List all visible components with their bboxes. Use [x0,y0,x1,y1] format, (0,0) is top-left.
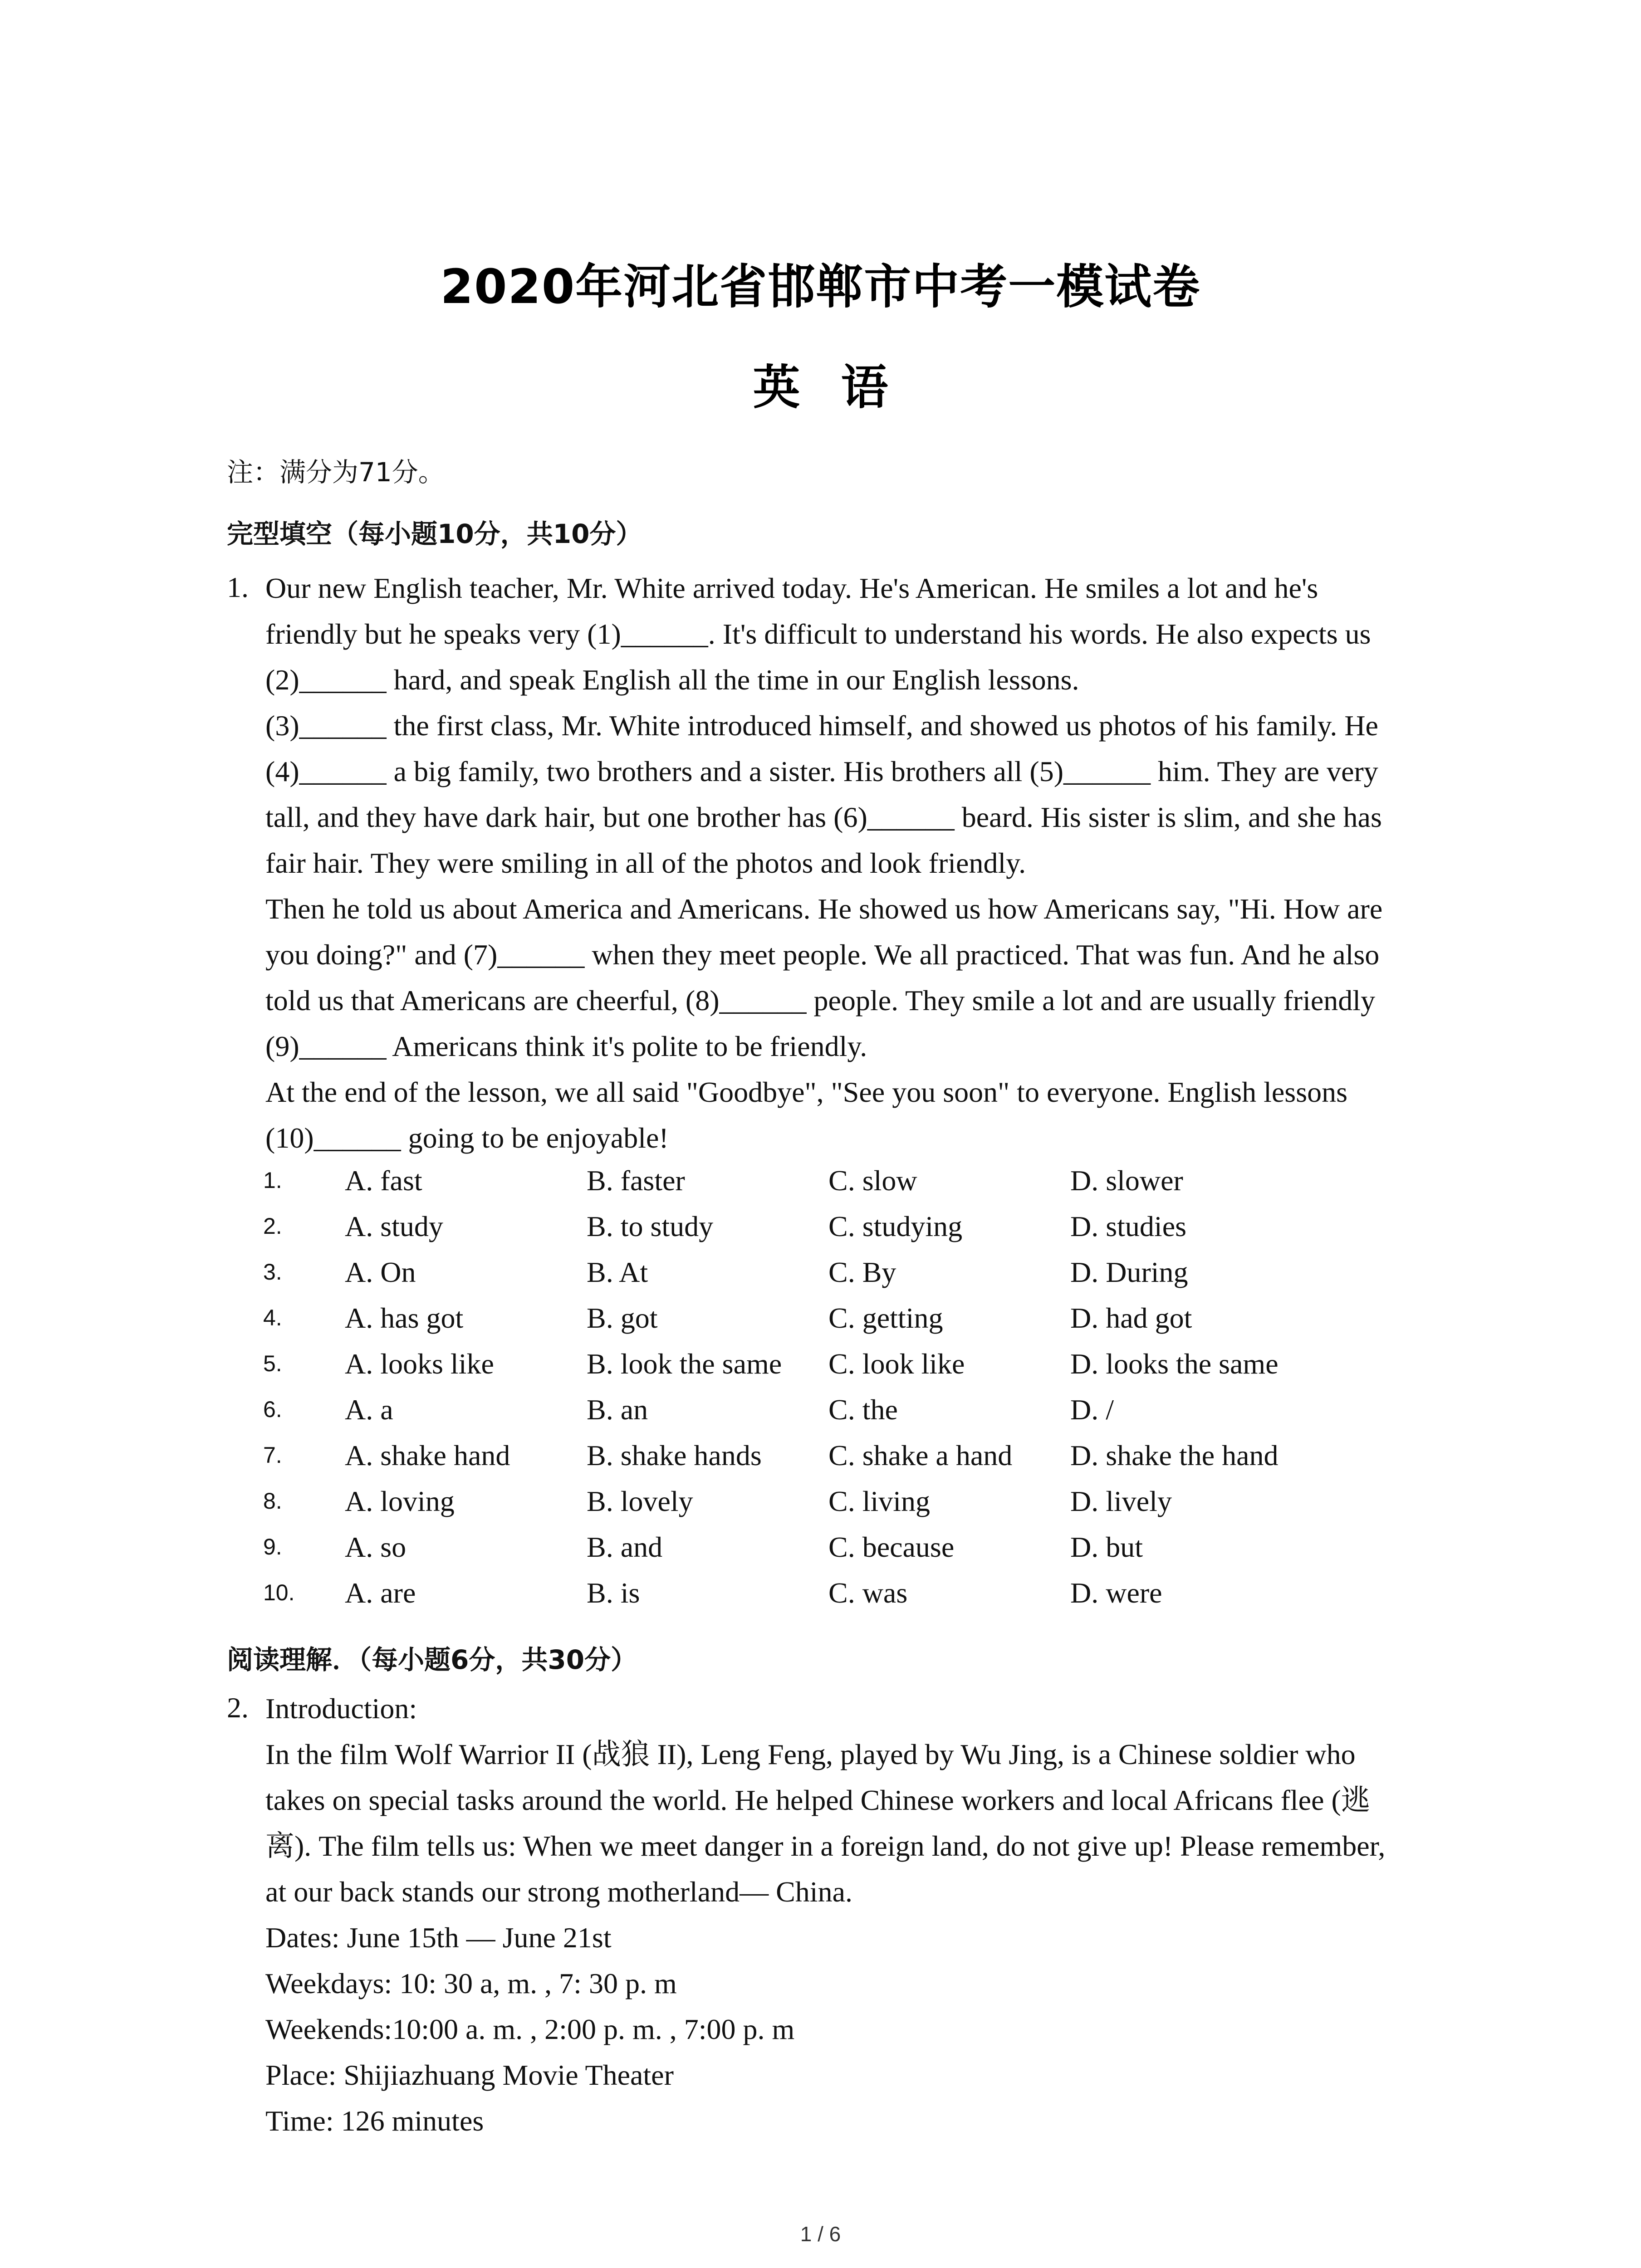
option-d: D. During [1070,1256,1188,1288]
option-b: B. is [587,1577,640,1609]
option-number: 2. [263,1213,282,1239]
option-row [263,1570,1488,1616]
option-number: 10. [263,1580,295,1605]
passage-line: Place: Shijiazhuang Movie Theater [265,2059,674,2091]
option-row [263,1387,1488,1432]
cloze-passage [265,565,1472,1161]
option-d: D. studies [1070,1210,1186,1242]
option-b: B. and [587,1531,663,1563]
option-a: A. a [345,1393,393,1426]
option-b: B. shake hands [587,1439,762,1471]
option-d: D. were [1070,1577,1162,1609]
option-c: C. studying [828,1210,963,1242]
exam-title: 2020年河北省邯郸市中考一模试卷 [440,259,1201,314]
option-row [263,1341,1488,1387]
option-a: A. has got [345,1302,464,1334]
passage-line: Weekdays: 10: 30 a, m. , 7: 30 p. m [265,1967,677,1999]
option-row [263,1203,1488,1249]
passage-line: 离). The film tells us: When we meet danger in a foreign land, do not give up! Please remember, [265,1830,1386,1862]
option-c: C. By [828,1256,896,1288]
option-b: B. At [587,1256,648,1288]
passage-line: Dates: June 15th — June 21st [265,1921,612,1954]
option-c: C. getting [828,1302,943,1334]
option-row [263,1158,1488,1203]
page-indicator: 1 / 6 [800,2222,841,2246]
section-heading-reading: 阅读理解．（每小题6分，共30分） [227,1644,637,1675]
option-d: D. slower [1070,1164,1183,1197]
option-a: A. so [345,1531,407,1563]
option-row [263,1432,1488,1478]
option-a: A. On [345,1256,416,1288]
option-d: D. lively [1070,1485,1172,1517]
option-a: A. fast [345,1164,422,1197]
option-number: 8. [263,1488,282,1514]
option-a: A. study [345,1210,443,1242]
option-d: D. looks the same [1070,1348,1279,1380]
passage-line: Our new English teacher, Mr. White arrived today. He's American. He smiles a lot and he's [265,572,1318,604]
passage-line: At the end of the lesson, we all said "Goodbye", "See you soon" to everyone. English lessons [265,1076,1347,1108]
option-b: B. an [587,1393,648,1426]
option-c: C. living [828,1485,931,1517]
question-number: 2. [227,1691,249,1724]
options-table [263,1158,1488,1616]
passage-line: (9)______ Americans think it's polite to be friendly. [265,1030,867,1062]
passage-line: takes on special tasks around the world. He helped Chinese workers and local Africans flee (逃 [265,1784,1370,1816]
passage-line: In the film Wolf Warrior II (战狼 II), Leng Feng, played by Wu Jing, is a Chinese soldier who [265,1738,1356,1770]
passage-line: Then he told us about America and Americans. He showed us how Americans say, "Hi. How are [265,893,1383,925]
option-a: A. shake hand [345,1439,510,1471]
option-c: C. the [828,1393,898,1426]
passage-line: (10)______ going to be enjoyable! [265,1122,669,1154]
subject-title: 英语 [753,360,929,415]
option-number: 4. [263,1305,282,1330]
option-c: C. look like [828,1348,965,1380]
option-d: D. / [1070,1393,1114,1426]
passage-line: you doing?" and (7)______ when they meet people. We all practiced. That was fun. And he also [265,938,1380,971]
option-c: C. slow [828,1164,917,1197]
passage-line: Introduction: [265,1692,417,1725]
option-d: D. but [1070,1531,1143,1563]
option-c: C. because [828,1531,955,1563]
reading-passage [265,1686,1472,2144]
question-number: 1. [227,571,249,603]
option-a: A. are [345,1577,416,1609]
option-number: 7. [263,1442,282,1468]
option-number: 1. [263,1168,282,1193]
option-number: 3. [263,1259,282,1285]
option-b: B. lovely [587,1485,693,1517]
passage-line: Weekends:10:00 a. m. , 2:00 p. m. , 7:00 p. m [265,2013,795,2045]
score-note: 注：满分为71分。 [227,457,445,488]
passage-line: told us that Americans are cheerful, (8)______ people. They smile a lot and are usually friendly [265,984,1376,1017]
option-d: D. shake the hand [1070,1439,1279,1471]
option-b: B. look the same [587,1348,782,1380]
option-b: B. got [587,1302,658,1334]
option-a: A. loving [345,1485,455,1517]
option-c: C. was [828,1577,908,1609]
option-a: A. looks like [345,1348,494,1380]
option-number: 9. [263,1534,282,1559]
option-b: B. faster [587,1164,685,1197]
passage-line: (2)______ hard, and speak English all the time in our English lessons. [265,664,1079,696]
option-number: 5. [263,1351,282,1376]
passage-line: fair hair. They were smiling in all of the photos and look friendly. [265,847,1026,879]
option-row [263,1295,1488,1341]
option-row [263,1478,1488,1524]
option-c: C. shake a hand [828,1439,1013,1471]
option-row [263,1524,1488,1570]
option-d: D. had got [1070,1302,1192,1334]
option-number: 6. [263,1397,282,1422]
passage-line: (4)______ a big family, two brothers and a sister. His brothers all (5)______ him. They are very [265,755,1378,787]
passage-line: tall, and they have dark hair, but one brother has (6)______ beard. His sister is slim, and she has [265,801,1382,833]
option-b: B. to study [587,1210,714,1242]
option-row [263,1249,1488,1295]
passage-line: (3)______ the first class, Mr. White introduced himself, and showed us photos of his family. He [265,709,1378,742]
section-heading-cloze: 完型填空（每小题10分，共10分） [227,518,642,549]
passage-line: at our back stands our strong motherland— China. [265,1876,852,1908]
passage-line: Time: 126 minutes [265,2105,484,2137]
passage-line: friendly but he speaks very (1)______. It's difficult to understand his words. He also expects us [265,618,1371,650]
